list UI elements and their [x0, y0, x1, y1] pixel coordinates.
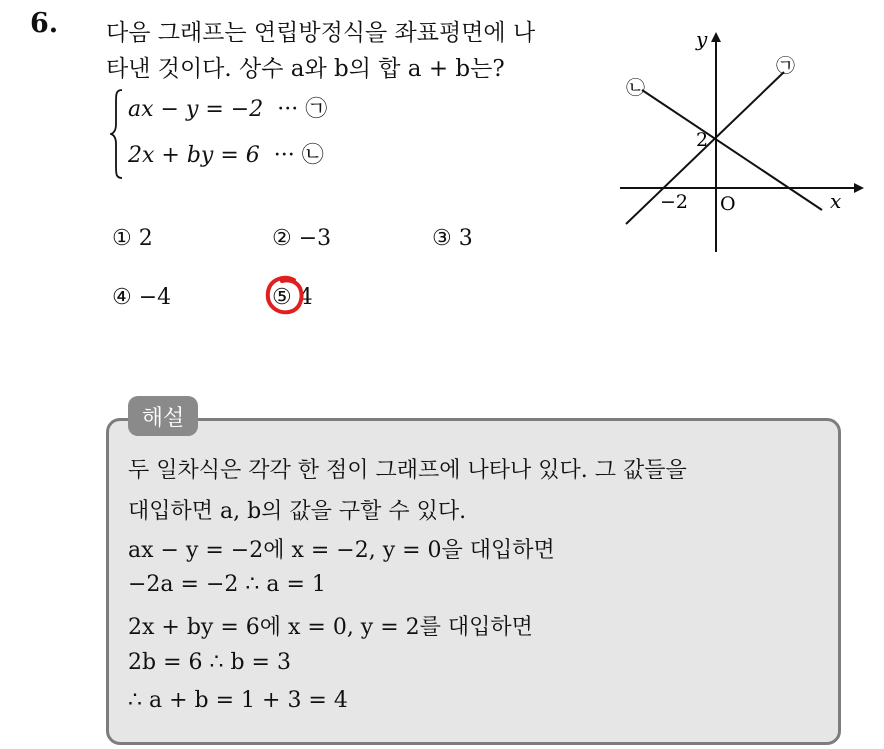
y-intercept-label: 2	[696, 129, 709, 151]
equation-2-expression: 2x + by = 6	[128, 143, 260, 168]
equation-1-expression: ax − y = −2	[128, 97, 264, 122]
solution-line-4: −2a = −2 ∴ a = 1	[128, 572, 326, 597]
solution-line-3: ax − y = −2에 x = −2, y = 0을 대입하면	[128, 538, 555, 563]
equation-2	[128, 138, 324, 169]
x-axis-arrow-icon	[854, 183, 864, 193]
solution-line-5: 2x + by = 6에 x = 0, y = 2를 대입하면	[128, 615, 533, 640]
coordinate-graph	[600, 20, 870, 260]
solution-line-6: 2b = 6 ∴ b = 3	[128, 650, 291, 675]
solution-line-7: ∴ a + b = 1 + 3 = 4	[128, 688, 348, 713]
equation-1	[128, 92, 327, 123]
equation-2-tag: ··· ㉡	[273, 143, 324, 168]
choice-5[interactable]: ⑤ 4	[272, 285, 313, 310]
choice-3[interactable]: ③ 3	[432, 226, 473, 251]
choice-4[interactable]: ④ −4	[112, 285, 172, 310]
line-2-tag: ㉡	[626, 77, 646, 99]
problem-number: 6.	[30, 8, 59, 39]
answer-mark-circle	[264, 274, 306, 316]
question-text-line-1: 다음 그래프는 연립방정식을 좌표평면에 나	[106, 20, 536, 46]
question-text-line-2: 타낸 것이다. 상수 a와 b의 합 a + b는?	[106, 56, 505, 82]
x-intercept-label: −2	[660, 191, 689, 213]
line-1-tag: ㉠	[776, 55, 796, 77]
y-axis-label: y	[696, 27, 708, 51]
solution-line-2: 대입하면 a, b의 값을 구할 수 있다.	[128, 499, 467, 524]
choice-2[interactable]: ② −3	[272, 226, 332, 251]
solution-line-1: 두 일차식은 각각 한 점이 그래프에 나타나 있다. 그 값들을	[128, 458, 687, 483]
y-axis-arrow-icon	[711, 32, 721, 42]
equation-1-tag: ··· ㉠	[277, 97, 328, 122]
x-axis-label: x	[830, 189, 842, 213]
origin-label: O	[720, 193, 736, 215]
choice-1[interactable]: ① 2	[112, 226, 153, 251]
solution-heading: 해설	[128, 396, 198, 436]
system-brace	[110, 88, 124, 180]
